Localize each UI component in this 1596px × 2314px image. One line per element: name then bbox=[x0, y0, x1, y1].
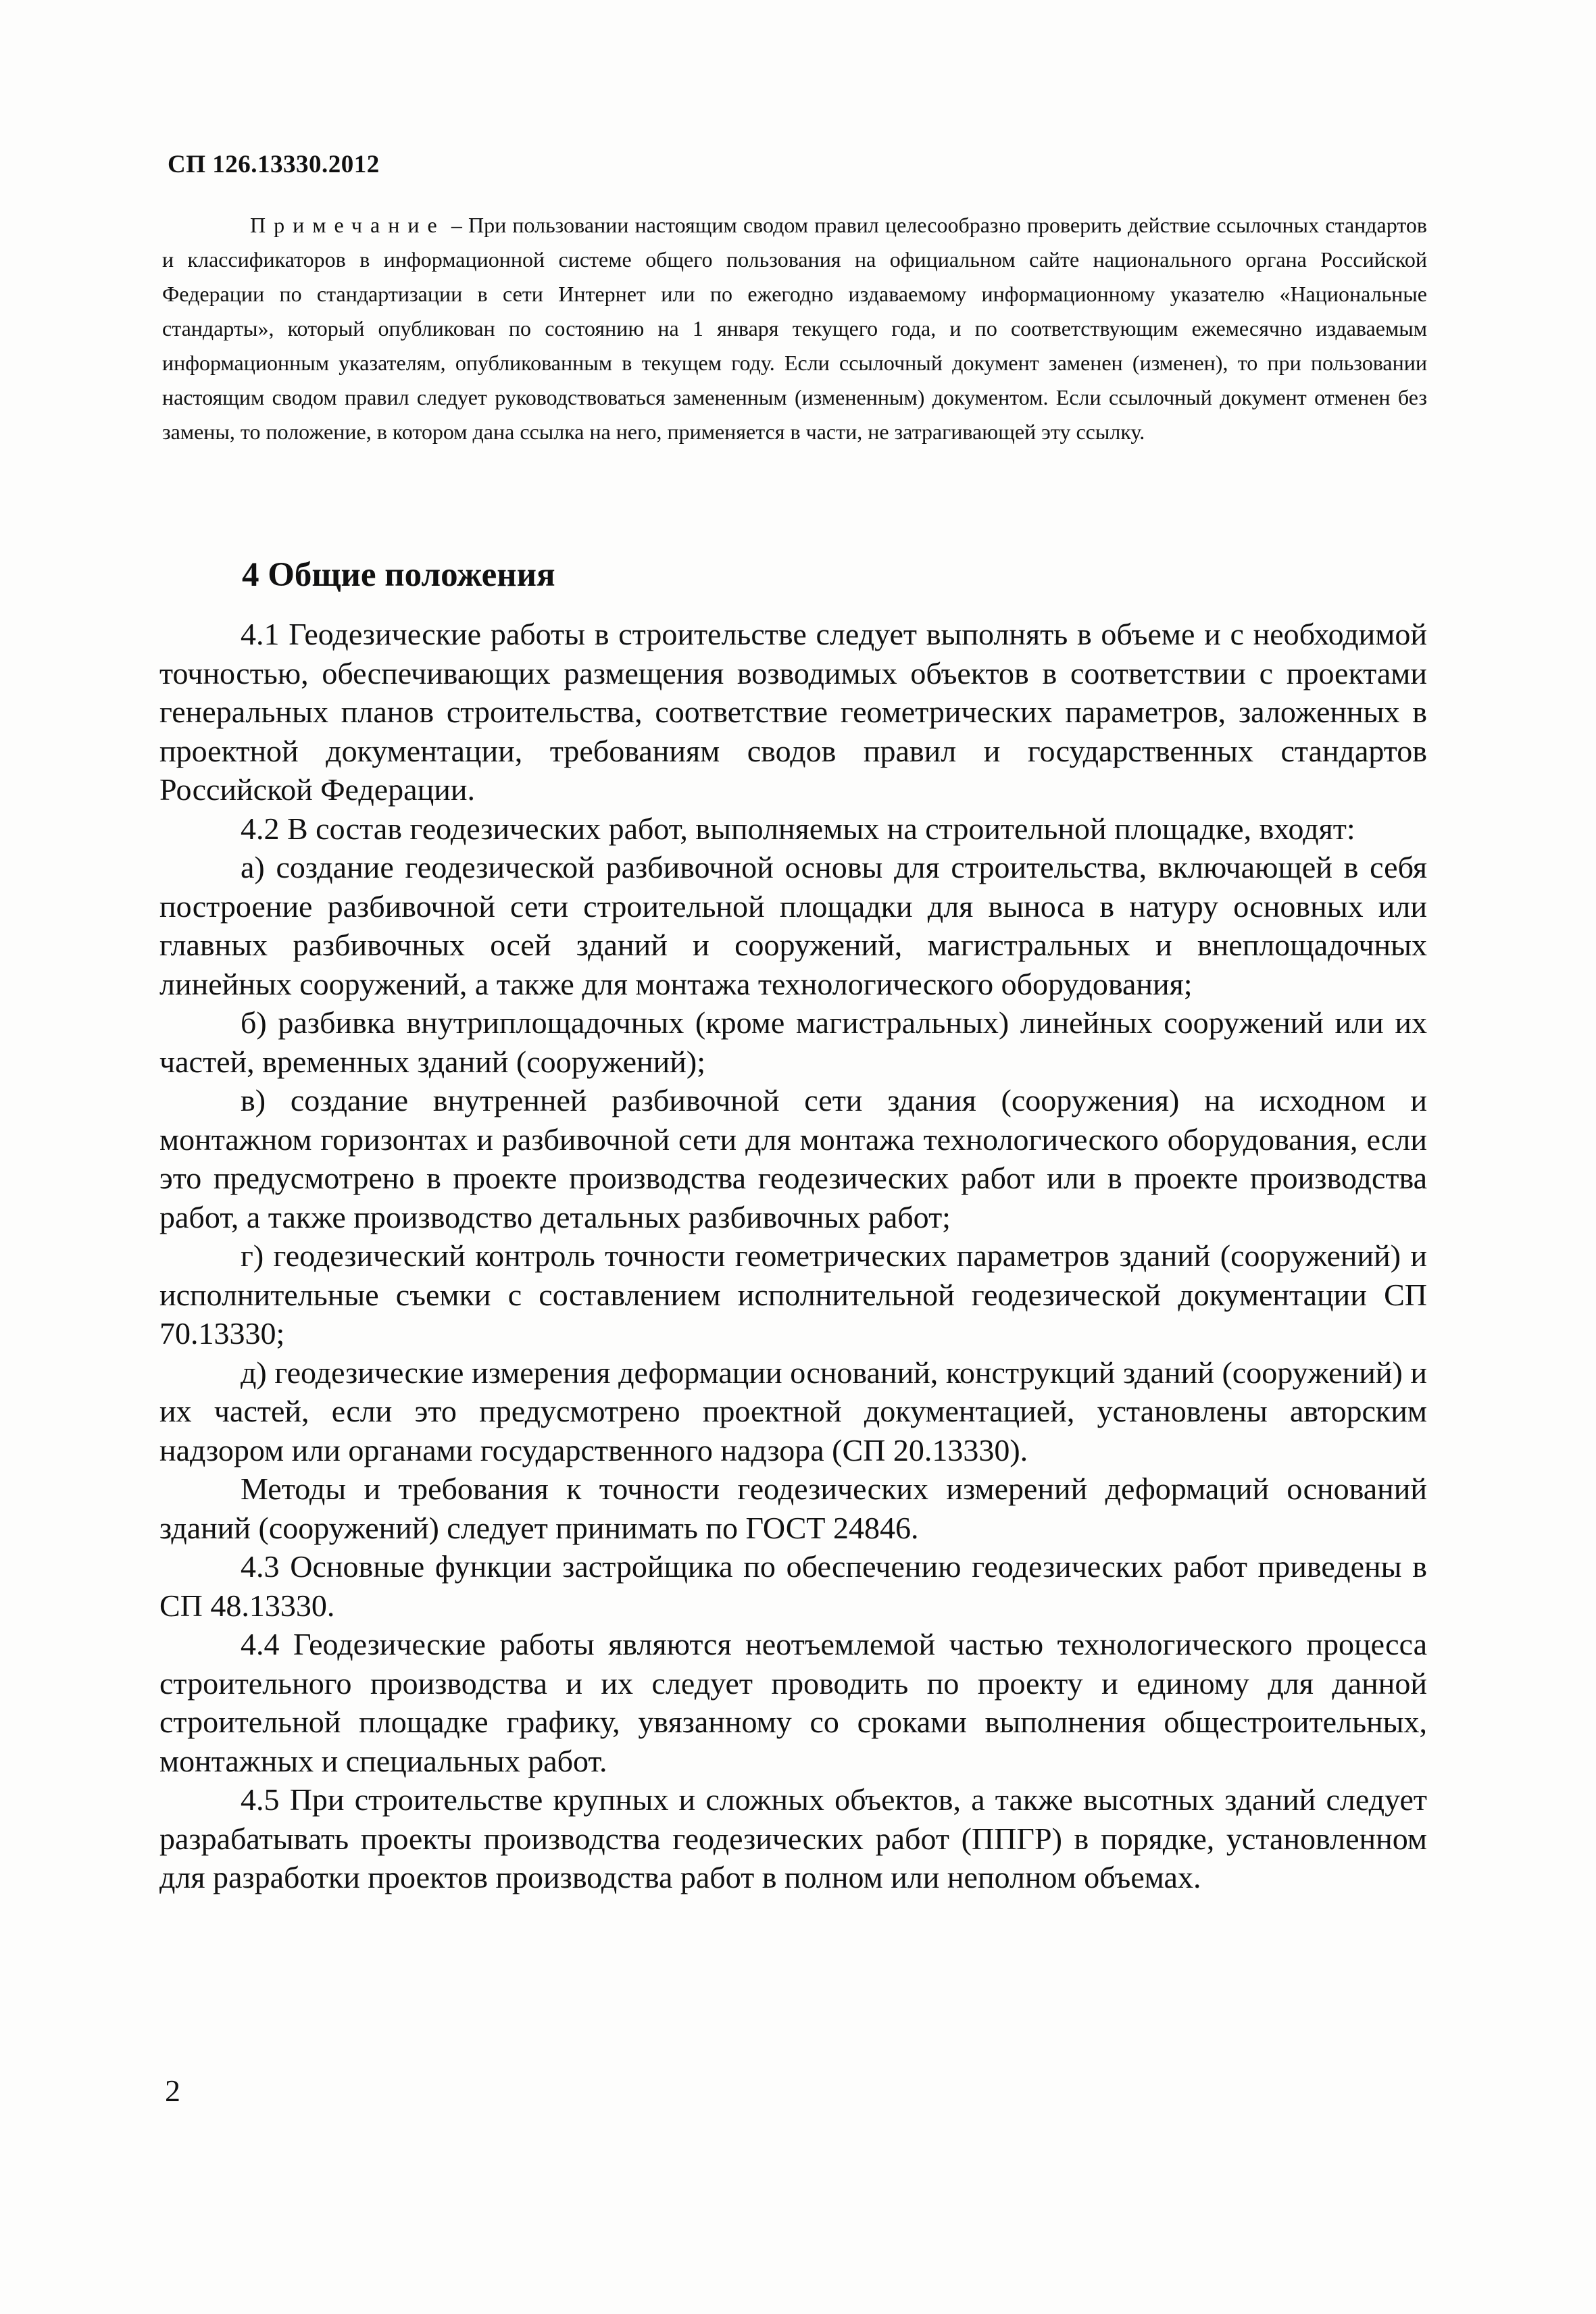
note-paragraph bbox=[162, 208, 1427, 449]
paragraph-methods: Методы и требования к точности геодезических измерений деформаций оснований зданий (сооружений) следует принимать по ГОСТ 24846. bbox=[159, 1472, 1427, 1545]
paragraph-4-5: 4.5 При строительстве крупных и сложных объектов, а также высотных зданий следует разрабатывать проекты производства геодезических работ (ППГР) в порядке, установленном для разработки проектов производства работ в полном или неполном объемах. bbox=[159, 1782, 1427, 1894]
note-label: Примечание bbox=[250, 213, 445, 237]
note-text: – При пользовании настоящим сводом правил целесообразно проверить действие ссылочных стандартов и классификаторов в информационной системе общего пользования на официальном сайте национального органа Российской Федерации по стандартизации в сети Интернет или по ежегодно издаваемому информационному указателю «Национальные стандарты», который опубликован по состоянию на 1 января текущего года, и по соответствующим ежемесячно издаваемым информационным указателям, опубликованным в текущем году. Если ссылочный документ заменен (изменен), то при пользовании настоящим сводом правил следует руководствоваться замененным (измененным) документом. Если ссылочный документ отменен без замены, то положение, в котором дана ссылка на него, применяется в части, не затрагивающей эту ссылку. bbox=[162, 213, 1427, 444]
paragraph-4-4: 4.4 Геодезические работы являются неотъемлемой частью технологического процесса строительного производства и их следует проводить по проекту и единому для данной строительной площадке графику, увязанному со сроками выполнения общестроительных, монтажных и специальных работ. bbox=[159, 1627, 1427, 1778]
page-number: 2 bbox=[165, 2073, 180, 2108]
list-item-b: б) разбивка внутриплощадочных (кроме магистральных) линейных сооружений или их частей, временных зданий (сооружений); bbox=[159, 1005, 1427, 1079]
list-item-g: г) геодезический контроль точности геометрических параметров зданий (сооружений) и исполнительные съемки с составлением исполнительной геодезической документации СП 70.13330; bbox=[159, 1238, 1427, 1351]
section-heading: 4 Общие положения bbox=[242, 556, 555, 594]
list-item-v: в) создание внутренней разбивочной сети здания (сооружения) на исходном и монтажном горизонтах и разбивочной сети для монтажа технологического оборудования, если это предусмотрено в проекте производства геодезических работ или в проекте производства работ, а также производство детальных разбивочных работ; bbox=[159, 1083, 1427, 1234]
section-body bbox=[159, 615, 1427, 1897]
paragraph-4-2: 4.2 В состав геодезических работ, выполняемых на строительной площадке, входят: bbox=[241, 811, 1355, 846]
list-item-a: а) создание геодезической разбивочной основы для строительства, включающей в себя построение разбивочной сети строительной площадки для выноса в натуру основных или главных разбивочных осей зданий и сооружений, магистральных и внеплощадочных линейных сооружений, а также для монтажа технологического оборудования; bbox=[159, 850, 1427, 1001]
list-item-d: д) геодезические измерения деформации оснований, конструкций зданий (сооружений) и их частей, если это предусмотрено проектной документацией, установлены авторским надзором или органами государственного надзора (СП 20.13330). bbox=[159, 1355, 1427, 1467]
paragraph-4-1: 4.1 Геодезические работы в строительстве следует выполнять в объеме и с необходимой точностью, обеспечивающих размещения возводимых объектов в соответствии с проектами генеральных планов строительства, соответствие геометрических параметров, заложенных в проектной документации, требованиям сводов правил и государственных стандартов Российской Федерации. bbox=[159, 617, 1427, 807]
document-code: СП 126.13330.2012 bbox=[168, 151, 380, 178]
paragraph-4-3: 4.3 Основные функции застройщика по обеспечению геодезических работ приведены в СП 48.13330. bbox=[159, 1549, 1427, 1623]
